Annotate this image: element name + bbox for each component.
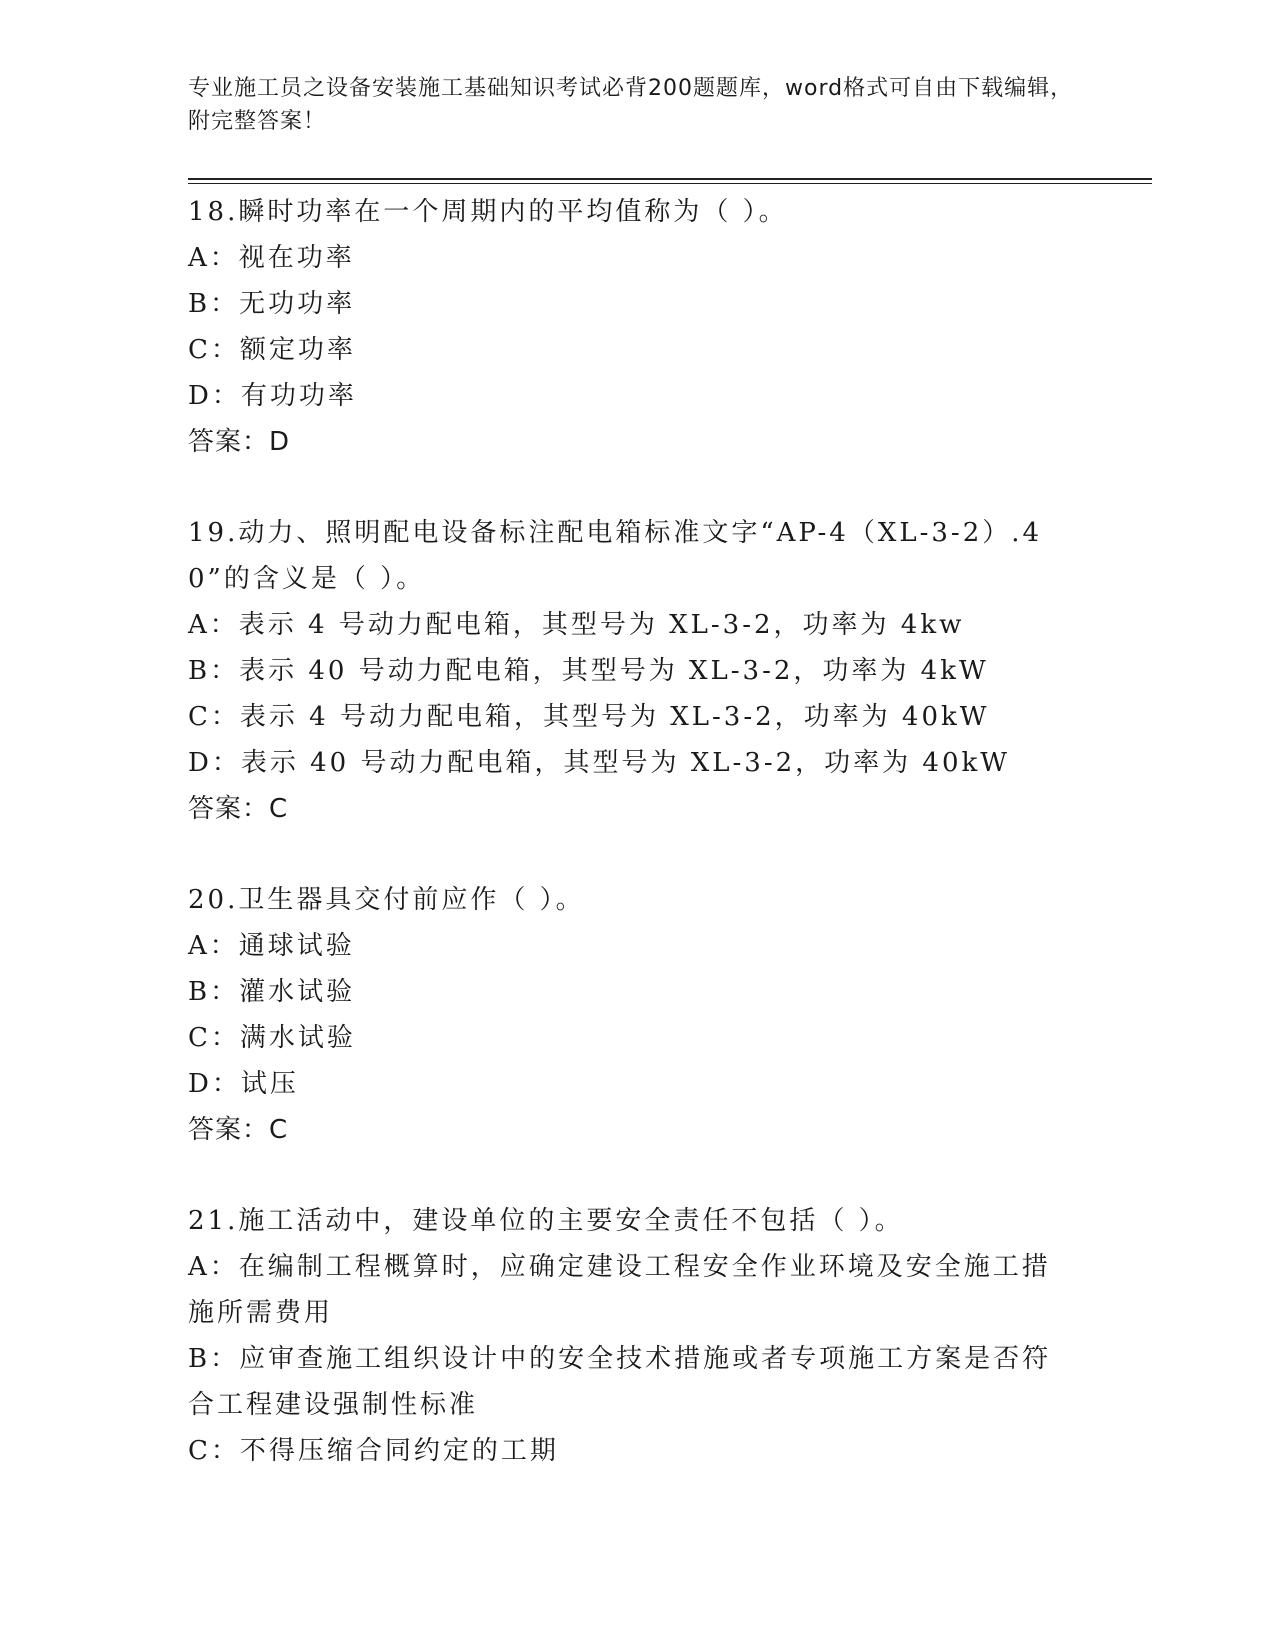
header-divider-thick bbox=[188, 178, 1152, 180]
question-18 bbox=[188, 189, 1078, 465]
question-19 bbox=[188, 510, 1078, 832]
option-a: A：视在功率 bbox=[188, 243, 355, 273]
answer-label: 答案：D bbox=[188, 427, 291, 457]
question-21 bbox=[188, 1198, 1078, 1474]
option-c: C：表示 4 号动力配电箱，其型号为 XL-3-2，功率为 40kW bbox=[188, 702, 990, 732]
question-list bbox=[188, 189, 1078, 1519]
option-a: A：表示 4 号动力配电箱，其型号为 XL-3-2，功率为 4kw bbox=[188, 610, 965, 640]
question-stem: 19.动力、照明配电设备标注配电箱标准文字“AP-4（XL-3-2）.40”的含义是（ ）。 bbox=[188, 518, 1043, 594]
answer-label: 答案：C bbox=[188, 1115, 289, 1145]
question-stem: 21.施工活动中，建设单位的主要安全责任不包括（ ）。 bbox=[188, 1206, 904, 1236]
option-b: B：表示 40 号动力配电箱，其型号为 XL-3-2，功率为 4kW bbox=[188, 656, 989, 686]
question-20 bbox=[188, 877, 1078, 1153]
document-header: 专业施工员之设备安装施工基础知识考试必背200题题库，word格式可自由下载编辑，附完整答案！ bbox=[188, 76, 1074, 134]
question-stem: 18.瞬时功率在一个周期内的平均值称为（ ）。 bbox=[188, 197, 788, 227]
option-c: C：满水试验 bbox=[188, 1023, 356, 1053]
option-d: D：有功功率 bbox=[188, 381, 357, 411]
option-c: C：额定功率 bbox=[188, 335, 356, 365]
option-d: D：表示 40 号动力配电箱，其型号为 XL-3-2，功率为 40kW bbox=[188, 748, 1010, 778]
option-b: B：灌水试验 bbox=[188, 977, 356, 1007]
option-d: D：试压 bbox=[188, 1069, 299, 1099]
header-divider-thin bbox=[188, 183, 1152, 184]
option-b: B：应审查施工组织设计中的安全技术措施或者专项施工方案是否符合工程建设强制性标准 bbox=[188, 1344, 1052, 1420]
option-b: B：无功功率 bbox=[188, 289, 356, 319]
option-a: A：在编制工程概算时，应确定建设工程安全作业环境及安全施工措施所需费用 bbox=[188, 1252, 1051, 1328]
answer-label: 答案：C bbox=[188, 794, 289, 824]
option-a: A：通球试验 bbox=[188, 931, 355, 961]
question-stem: 20.卫生器具交付前应作（ ）。 bbox=[188, 885, 585, 915]
option-c: C：不得压缩合同约定的工期 bbox=[188, 1436, 559, 1466]
